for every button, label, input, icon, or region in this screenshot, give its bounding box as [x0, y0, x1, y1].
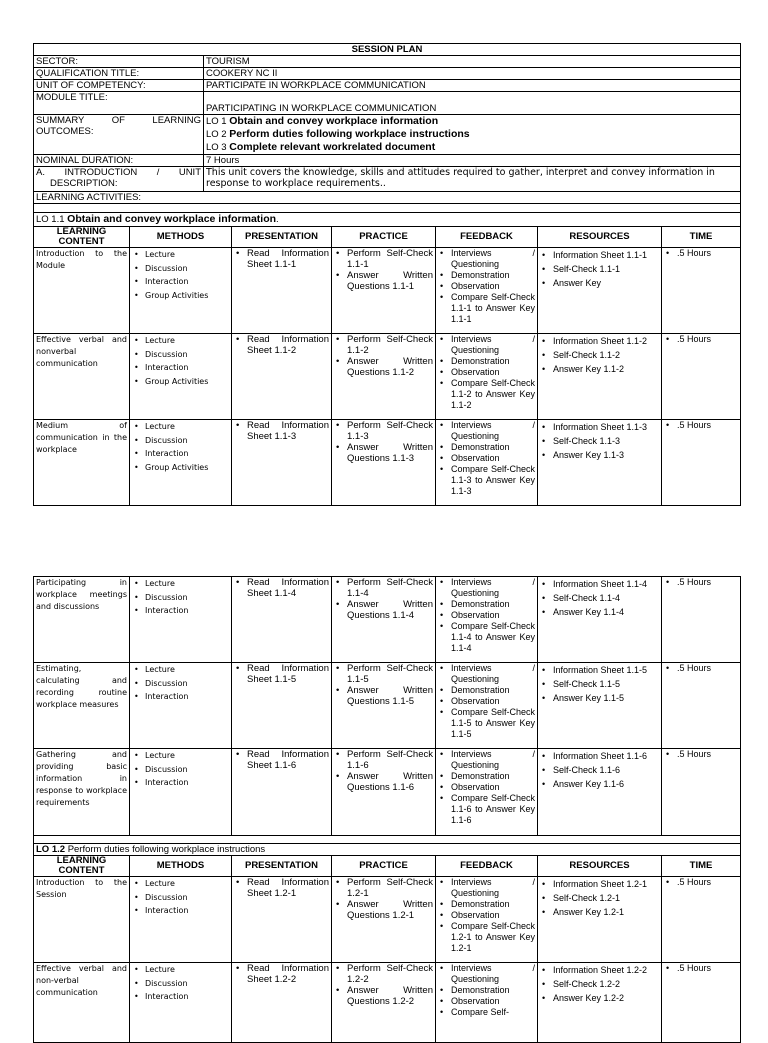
resources-cell [538, 663, 662, 749]
resource-item-list [540, 877, 659, 919]
presentation-item: • Read Information Sheet 1.1-2 [247, 334, 329, 356]
feedback-item: • Observation [451, 453, 535, 464]
method-item-list [132, 963, 229, 1004]
presentation-item-list [234, 663, 329, 685]
method-item: • Lecture [145, 334, 229, 348]
sector-label: SECTOR: [34, 56, 204, 68]
feedback-cell [436, 334, 538, 420]
session-plan-title: SESSION PLAN [34, 44, 741, 56]
learning-activities-label: LEARNING ACTIVITIES: [34, 192, 741, 204]
feedback-item: • Compare Self-Check 1.1-2 to Answer Key 1.1-2 [451, 378, 535, 411]
resource-item: • Information Sheet 1.1-6 [553, 749, 659, 763]
col-methods: METHODS [130, 856, 232, 877]
feedback-item: • Compare Self-Check 1.1-5 to Answer Key 1.1-5 [451, 707, 535, 740]
presentation-cell [232, 749, 332, 836]
time-cell [662, 334, 741, 420]
presentation-cell [232, 963, 332, 1043]
competency-value: PARTICIPATE IN WORKPLACE COMMUNICATION [204, 80, 741, 92]
method-item: • Discussion [145, 677, 229, 691]
practice-item: • Perform Self-Check 1.2-1 [347, 877, 433, 899]
feedback-item-list [438, 577, 535, 654]
practice-item: • Answer Written Questions 1.1-6 [347, 771, 433, 793]
presentation-item: • Read Information Sheet 1.2-1 [247, 877, 329, 899]
qualification-label: QUALIFICATION TITLE: [34, 68, 204, 80]
intro-label-line1: A. INTRODUCTION / UNIT [36, 167, 201, 178]
feedback-item: • Interviews / Questioning [451, 577, 535, 599]
practice-item: • Perform Self-Check 1.2-2 [347, 963, 433, 985]
outcome-1 [206, 115, 738, 128]
col-time: TIME [662, 227, 741, 248]
resource-item-list [540, 963, 659, 1005]
lo11-heading [34, 213, 741, 227]
time-item: • .5 Hours [677, 248, 738, 259]
lo11-title: Obtain and convey workplace information [67, 213, 277, 225]
practice-item-list [334, 248, 433, 292]
feedback-item: • Observation [451, 696, 535, 707]
resource-item-list [540, 248, 659, 290]
learning-content-cell: Introduction to the Session [34, 877, 130, 963]
learning-content-cell: Introduction to the Module [34, 248, 130, 334]
method-item: • Discussion [145, 763, 229, 777]
learning-content-cell: Effective verbal and nonverbal communication [34, 334, 130, 420]
resource-item: • Information Sheet 1.1-3 [553, 420, 659, 434]
resource-item: • Answer Key 1.1-3 [553, 448, 659, 462]
practice-item: • Answer Written Questions 1.1-2 [347, 356, 433, 378]
time-item-list [664, 577, 738, 588]
resource-item-list [540, 749, 659, 791]
qualification-value: COOKERY NC II [204, 68, 741, 80]
time-item: • .5 Hours [677, 334, 738, 345]
outcome-1-text: Obtain and convey workplace information [229, 115, 439, 127]
presentation-cell [232, 420, 332, 506]
method-item-list [132, 420, 229, 474]
feedback-item: • Compare Self-Check 1.1-3 to Answer Key 1.1-3 [451, 464, 535, 497]
feedback-cell [436, 248, 538, 334]
time-cell [662, 963, 741, 1043]
time-item: • .5 Hours [677, 663, 738, 674]
presentation-item-list [234, 577, 329, 599]
feedback-item-list [438, 877, 535, 954]
feedback-item: • Interviews / Questioning [451, 420, 535, 442]
time-item-list [664, 334, 738, 345]
method-item: • Interaction [145, 361, 229, 375]
lo11-continued-rows [34, 577, 741, 836]
feedback-item: • Observation [451, 281, 535, 292]
learning-content-cell: Participating in workplace meetings and discussions [34, 577, 130, 663]
duration-value: 7 Hours [204, 155, 741, 167]
summary-label-line1: SUMMARY OF LEARNING [36, 115, 201, 126]
learning-content-cell: Estimating, calculating and recording routine workplace measures [34, 663, 130, 749]
practice-item-list [334, 334, 433, 378]
resource-item: • Self-Check 1.1-2 [553, 348, 659, 362]
feedback-cell [436, 663, 538, 749]
feedback-cell [436, 749, 538, 836]
methods-cell [130, 749, 232, 836]
outcome-3-prefix: LO 3 [206, 142, 227, 153]
time-item: • .5 Hours [677, 877, 738, 888]
practice-item: • Answer Written Questions 1.1-5 [347, 685, 433, 707]
practice-item-list [334, 577, 433, 621]
methods-cell [130, 334, 232, 420]
resource-item: • Answer Key 1.2-2 [553, 991, 659, 1005]
feedback-item: • Compare Self- [451, 1007, 535, 1018]
feedback-item: • Demonstration [451, 771, 535, 782]
method-item: • Group Activities [145, 461, 229, 475]
feedback-item: • Interviews / Questioning [451, 963, 535, 985]
resource-item: • Answer Key 1.1-2 [553, 362, 659, 376]
col-feedback: FEEDBACK [436, 227, 538, 248]
resource-item: • Answer Key 1.1-6 [553, 777, 659, 791]
lo12-title: Perform duties following workplace instructions [67, 844, 266, 855]
lo11-prefix: LO 1.1 [36, 214, 65, 225]
time-item-list [664, 877, 738, 888]
resource-item: • Self-Check 1.2-1 [553, 891, 659, 905]
resources-cell [538, 749, 662, 836]
resource-item: • Answer Key [553, 276, 659, 290]
method-item: • Lecture [145, 577, 229, 591]
resource-item: • Information Sheet 1.1-5 [553, 663, 659, 677]
col-resources: RESOURCES [538, 856, 662, 877]
time-item: • .5 Hours [677, 749, 738, 760]
col-learning-content: LEARNING CONTENT [34, 856, 130, 877]
method-item: • Interaction [145, 904, 229, 918]
intro-label-line2: DESCRIPTION: [50, 178, 118, 189]
resource-item: • Answer Key 1.1-5 [553, 691, 659, 705]
feedback-item: • Observation [451, 910, 535, 921]
feedback-item: • Demonstration [451, 356, 535, 367]
col-time: TIME [662, 856, 741, 877]
resource-item: • Answer Key 1.2-1 [553, 905, 659, 919]
time-cell [662, 663, 741, 749]
method-item-list [132, 248, 229, 302]
practice-item: • Answer Written Questions 1.1-4 [347, 599, 433, 621]
session-row [34, 663, 741, 749]
col-practice: PRACTICE [332, 856, 436, 877]
duration-label: NOMINAL DURATION: [34, 155, 204, 167]
presentation-item: • Read Information Sheet 1.1-5 [247, 663, 329, 685]
competency-label: UNIT OF COMPETENCY: [34, 80, 204, 92]
outcome-1-prefix: LO 1 [206, 116, 227, 127]
method-item: • Discussion [145, 891, 229, 905]
intro-label [34, 167, 204, 192]
time-cell [662, 248, 741, 334]
resource-item: • Self-Check 1.2-2 [553, 977, 659, 991]
lo11-continued-table [33, 576, 741, 1043]
time-item-list [664, 663, 738, 674]
time-item-list [664, 248, 738, 259]
feedback-item: • Demonstration [451, 685, 535, 696]
spacer-row [34, 836, 741, 844]
feedback-item-list [438, 420, 535, 497]
method-item: • Discussion [145, 348, 229, 362]
method-item: • Lecture [145, 663, 229, 677]
method-item-list [132, 663, 229, 704]
methods-cell [130, 663, 232, 749]
col-practice: PRACTICE [332, 227, 436, 248]
method-item: • Discussion [145, 262, 229, 276]
method-item: • Discussion [145, 977, 229, 991]
resource-item-list [540, 420, 659, 462]
resources-cell [538, 248, 662, 334]
method-item-list [132, 577, 229, 618]
session-row [34, 577, 741, 663]
feedback-item: • Interviews / Questioning [451, 749, 535, 771]
session-row [34, 963, 741, 1043]
col-presentation: PRESENTATION [232, 227, 332, 248]
lo11-suffix: . [276, 214, 279, 225]
lo12-rows [34, 877, 741, 1043]
feedback-item: • Observation [451, 782, 535, 793]
presentation-item: • Read Information Sheet 1.1-3 [247, 420, 329, 442]
method-item: • Lecture [145, 749, 229, 763]
intro-text: This unit covers the knowledge, skills and attitudes required to gather, interpret and convey information in response to workplace requirements.. [204, 167, 741, 192]
presentation-item: • Read Information Sheet 1.2-2 [247, 963, 329, 985]
method-item: • Interaction [145, 690, 229, 704]
outcome-2 [206, 128, 738, 141]
lo12-heading [34, 844, 741, 856]
outcome-3-text: Complete relevant workrelated document [229, 141, 436, 153]
presentation-item-list [234, 877, 329, 899]
learning-outcomes [204, 115, 741, 155]
feedback-item-list [438, 663, 535, 740]
time-cell [662, 420, 741, 506]
presentation-item: • Read Information Sheet 1.1-6 [247, 749, 329, 771]
col-learning-content: LEARNING CONTENT [34, 227, 130, 248]
method-item-list [132, 334, 229, 388]
practice-cell [332, 749, 436, 836]
outcome-2-prefix: LO 2 [206, 129, 227, 140]
practice-item-list [334, 663, 433, 707]
practice-item-list [334, 420, 433, 464]
feedback-item: • Demonstration [451, 270, 535, 281]
method-item: • Lecture [145, 963, 229, 977]
presentation-cell [232, 334, 332, 420]
practice-item: • Perform Self-Check 1.1-4 [347, 577, 433, 599]
presentation-item-list [234, 749, 329, 771]
resource-item: • Self-Check 1.1-4 [553, 591, 659, 605]
practice-cell [332, 577, 436, 663]
method-item: • Interaction [145, 990, 229, 1004]
resources-cell [538, 334, 662, 420]
outcome-2-text: Perform duties following workplace instructions [229, 128, 470, 140]
resources-cell [538, 963, 662, 1043]
resource-item: • Self-Check 1.1-6 [553, 763, 659, 777]
feedback-item: • Observation [451, 367, 535, 378]
presentation-item-list [234, 420, 329, 442]
learning-content-cell: Effective verbal and non-verbal communication [34, 963, 130, 1043]
feedback-item: • Compare Self-Check 1.2-1 to Answer Key 1.2-1 [451, 921, 535, 954]
module-value: PARTICIPATING IN WORKPLACE COMMUNICATION [204, 92, 741, 115]
feedback-item-list [438, 248, 535, 325]
resource-item: • Information Sheet 1.2-1 [553, 877, 659, 891]
practice-item: • Answer Written Questions 1.2-2 [347, 985, 433, 1007]
sector-value: TOURISM [204, 56, 741, 68]
practice-cell [332, 663, 436, 749]
practice-item: • Answer Written Questions 1.2-1 [347, 899, 433, 921]
resource-item: • Self-Check 1.1-3 [553, 434, 659, 448]
time-item-list [664, 749, 738, 760]
resource-item: • Information Sheet 1.1-1 [553, 248, 659, 262]
session-row [34, 334, 741, 420]
resource-item: • Information Sheet 1.1-2 [553, 334, 659, 348]
lo11-table [33, 212, 741, 506]
feedback-item: • Demonstration [451, 985, 535, 996]
presentation-item: • Read Information Sheet 1.1-1 [247, 248, 329, 270]
resource-item-list [540, 663, 659, 705]
methods-cell [130, 248, 232, 334]
resource-item: • Information Sheet 1.2-2 [553, 963, 659, 977]
time-item: • .5 Hours [677, 577, 738, 588]
resources-cell [538, 420, 662, 506]
method-item: • Lecture [145, 877, 229, 891]
method-item: • Group Activities [145, 289, 229, 303]
method-item: • Interaction [145, 447, 229, 461]
methods-cell [130, 577, 232, 663]
feedback-item: • Observation [451, 996, 535, 1007]
methods-cell [130, 877, 232, 963]
practice-item: • Answer Written Questions 1.1-3 [347, 442, 433, 464]
summary-label-line2: OUTCOMES: [36, 126, 94, 137]
time-item: • .5 Hours [677, 420, 738, 431]
feedback-item-list [438, 749, 535, 826]
feedback-item: • Compare Self-Check 1.1-6 to Answer Key 1.1-6 [451, 793, 535, 826]
resource-item: • Answer Key 1.1-4 [553, 605, 659, 619]
learning-content-cell: Gathering and providing basic information in response to workplace requirements [34, 749, 130, 836]
time-item-list [664, 420, 738, 431]
resource-item-list [540, 577, 659, 619]
feedback-item: • Interviews / Questioning [451, 663, 535, 685]
time-item: • .5 Hours [677, 963, 738, 974]
practice-cell [332, 963, 436, 1043]
practice-item: • Perform Self-Check 1.1-2 [347, 334, 433, 356]
session-row [34, 877, 741, 963]
time-cell [662, 877, 741, 963]
resource-item-list [540, 334, 659, 376]
presentation-cell [232, 877, 332, 963]
feedback-item-list [438, 334, 535, 411]
feedback-cell [436, 577, 538, 663]
method-item: • Interaction [145, 275, 229, 289]
practice-cell [332, 877, 436, 963]
learning-content-cell: Medium of communication in the workplace [34, 420, 130, 506]
practice-cell [332, 334, 436, 420]
method-item-list [132, 877, 229, 918]
method-item: • Group Activities [145, 375, 229, 389]
session-row [34, 248, 741, 334]
practice-item: • Perform Self-Check 1.1-1 [347, 248, 433, 270]
feedback-item: • Demonstration [451, 442, 535, 453]
method-item: • Interaction [145, 776, 229, 790]
session-plan-header-table [33, 43, 741, 213]
practice-item: • Perform Self-Check 1.1-6 [347, 749, 433, 771]
col-presentation: PRESENTATION [232, 856, 332, 877]
col-feedback: FEEDBACK [436, 856, 538, 877]
feedback-cell [436, 877, 538, 963]
time-cell [662, 577, 741, 663]
practice-item-list [334, 749, 433, 793]
resource-item: • Self-Check 1.1-5 [553, 677, 659, 691]
methods-cell [130, 420, 232, 506]
method-item: • Discussion [145, 591, 229, 605]
module-label: MODULE TITLE: [34, 92, 204, 115]
session-row [34, 749, 741, 836]
method-item-list [132, 749, 229, 790]
method-item: • Discussion [145, 434, 229, 448]
time-item-list [664, 963, 738, 974]
method-item: • Interaction [145, 604, 229, 618]
resource-item: • Information Sheet 1.1-4 [553, 577, 659, 591]
feedback-item-list [438, 963, 535, 1018]
presentation-cell [232, 663, 332, 749]
feedback-cell [436, 963, 538, 1043]
presentation-cell [232, 577, 332, 663]
feedback-item: • Compare Self-Check 1.1-1 to Answer Key 1.1-1 [451, 292, 535, 325]
practice-item-list [334, 963, 433, 1007]
resource-item: • Self-Check 1.1-1 [553, 262, 659, 276]
practice-item: • Perform Self-Check 1.1-3 [347, 420, 433, 442]
resources-cell [538, 877, 662, 963]
feedback-item: • Interviews / Questioning [451, 334, 535, 356]
feedback-item: • Compare Self-Check 1.1-4 to Answer Key 1.1-4 [451, 621, 535, 654]
lo12-prefix: LO 1.2 [36, 844, 66, 855]
col-methods: METHODS [130, 227, 232, 248]
outcome-3 [206, 141, 738, 154]
feedback-cell [436, 420, 538, 506]
method-item: • Lecture [145, 248, 229, 262]
feedback-item: • Interviews / Questioning [451, 877, 535, 899]
time-cell [662, 749, 741, 836]
presentation-item-list [234, 963, 329, 985]
method-item: • Lecture [145, 420, 229, 434]
presentation-item-list [234, 334, 329, 356]
feedback-item: • Interviews / Questioning [451, 248, 535, 270]
resources-cell [538, 577, 662, 663]
presentation-item-list [234, 248, 329, 270]
practice-cell [332, 248, 436, 334]
feedback-item: • Demonstration [451, 599, 535, 610]
practice-item: • Answer Written Questions 1.1-1 [347, 270, 433, 292]
practice-cell [332, 420, 436, 506]
presentation-cell [232, 248, 332, 334]
session-row [34, 420, 741, 506]
methods-cell [130, 963, 232, 1043]
feedback-item: • Demonstration [451, 899, 535, 910]
lo11-rows [34, 248, 741, 506]
col-resources: RESOURCES [538, 227, 662, 248]
practice-item-list [334, 877, 433, 921]
presentation-item: • Read Information Sheet 1.1-4 [247, 577, 329, 599]
summary-label [34, 115, 204, 155]
feedback-item: • Observation [451, 610, 535, 621]
practice-item: • Perform Self-Check 1.1-5 [347, 663, 433, 685]
